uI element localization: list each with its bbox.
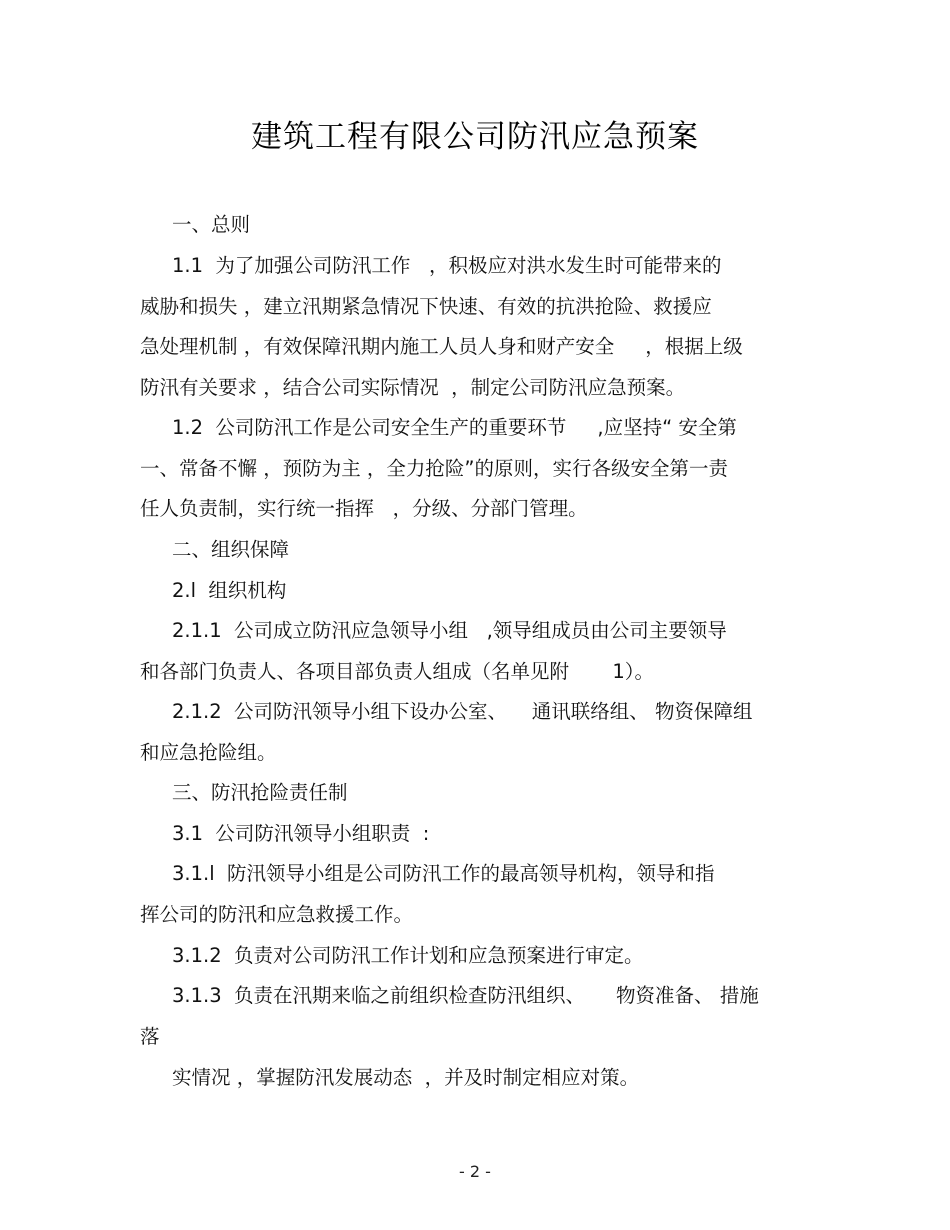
paragraph-line: 3.1.3 负责在汛期来临之前组织检查防汛组织、 物资准备、 措施 [172,984,759,1007]
paragraph-line: 一、常备不懈 ，预防为主 ，全力抢险”的原则，实行各级安全第一责 [140,457,728,480]
section-heading: 二、组织保障 [172,538,290,561]
paragraph-line: 和各部门负责人、各项目部负责人组成（名单见附 1）。 [140,660,655,683]
section-heading: 三、防汛抢险责任制 [172,781,348,804]
paragraph-line: 3.1.l 防汛领导小组是公司防汛工作的最高领导机构，领导和指 [172,862,715,885]
paragraph-line: 3.1.2 负责对公司防汛工作计划和应急预案进行审定。 [172,944,644,967]
paragraph-line: 落 [140,1025,160,1048]
paragraph-line: 1.2 公司防汛工作是公司安全生产的重要环节 ,应坚持“ 安全第 [172,416,737,439]
paragraph-line: 任人负责制，实行统一指挥 ，分级、分部门管理。 [140,497,588,520]
paragraph-line: 急处理机制 ，有效保障汛期内施工人员人身和财产安全 ，根据上级 [140,335,743,358]
paragraph-line: 防汛有关要求 ，结合公司实际情况 ，制定公司防汛应急预案。 [140,376,686,399]
subsection-heading: 3.1 公司防汛领导小组职责 : [172,822,430,845]
paragraph-line: 实情况 ，掌握防汛发展动态 ，并及时制定相应对策。 [172,1066,640,1089]
document-title: 建筑工程有限公司防汛应急预案 [251,119,699,155]
paragraph-line: 2.1.1 公司成立防汛应急领导小组 ,领导组成员由公司主要领导 [172,619,727,642]
section-heading: 一、总则 [172,213,251,236]
paragraph-line: 威胁和损失 ，建立汛期紧急情况下快速、有效的抗洪抢险、救援应 [140,295,712,318]
paragraph-line: 挥公司的防汛和应急救援工作。 [140,903,414,926]
paragraph-line: 2.1.2 公司防汛领导小组下设办公室、 通讯联络组、 物资保障组 [172,700,753,723]
paragraph-line: 1.1 为了加强公司防汛工作 ，积极应对洪水发生时可能带来的 [172,254,722,277]
page-number: - 2 - [459,1162,491,1181]
paragraph-line: 和应急抢险组。 [140,741,277,764]
subsection-heading: 2.l 组织机构 [172,579,287,602]
